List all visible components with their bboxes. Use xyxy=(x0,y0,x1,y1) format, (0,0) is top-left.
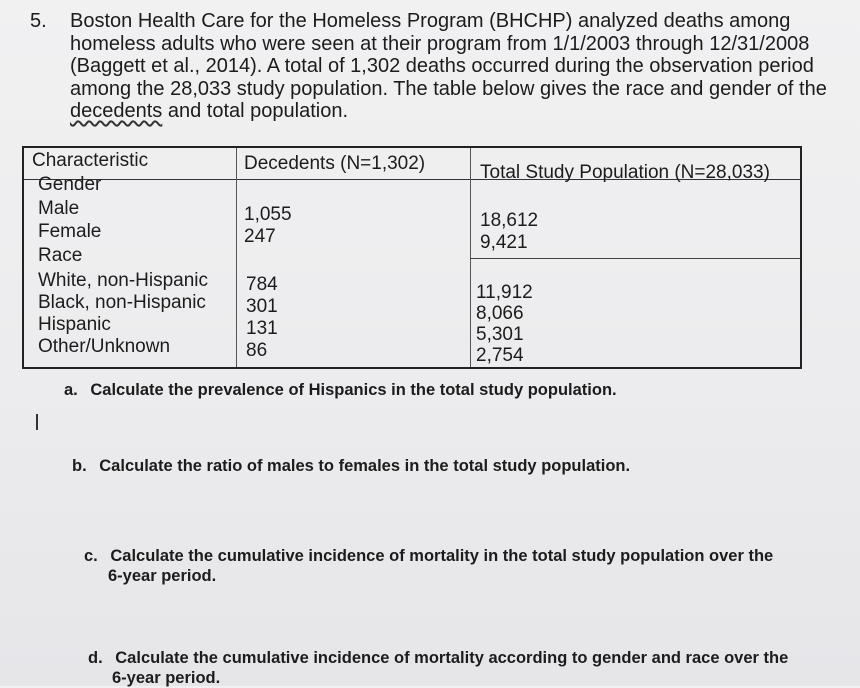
race-decedents-value: 301 xyxy=(246,296,278,317)
race-row-label: Black, non-Hispanic xyxy=(38,292,206,313)
race-total-value: 11,912 xyxy=(476,282,533,303)
subquestion-text: Calculate the ratio of males to females in the total study population. xyxy=(99,457,631,475)
subquestion-letter: a. xyxy=(64,381,78,399)
question-intro xyxy=(70,10,840,123)
subquestion-text: Calculate the cumulative incidence of mortality according to gender and race over the xyxy=(115,649,789,667)
intro-line: among the 28,033 study population. The table below gives the race and gender of the xyxy=(70,77,827,100)
subquestion-letter: d. xyxy=(88,649,103,667)
intro-line xyxy=(70,100,840,123)
subquestion-text-continued: 6-year period. xyxy=(108,567,217,585)
column-divider xyxy=(236,148,237,367)
intro-line: homeless adults who were seen at their program from 1/1/2003 through 12/31/2008 xyxy=(70,32,810,55)
race-total-value: 5,301 xyxy=(476,324,524,345)
race-row-label: Other/Unknown xyxy=(38,336,171,357)
intro-line: (Baggett et al., 2014). A total of 1,302 deaths occurred during the observation period xyxy=(70,55,814,77)
question-number: 5. xyxy=(30,10,47,32)
race-total-value: 2,754 xyxy=(476,345,524,366)
subquestion-c xyxy=(84,546,773,586)
race-decedents-value: 131 xyxy=(246,318,278,339)
race-decedents-value: 86 xyxy=(246,340,268,361)
subquestion-b xyxy=(72,456,630,476)
subquestion-d xyxy=(88,648,788,688)
subquestion-text-continued: 6-year period. xyxy=(112,669,221,687)
intro-line-rest: and total population. xyxy=(162,100,348,122)
race-row-label: White, non-Hispanic xyxy=(38,270,209,291)
spellcheck-underlined-word: decedents xyxy=(70,100,163,122)
race-total-value: 8,066 xyxy=(476,303,524,324)
total-column-divider xyxy=(470,258,800,259)
gender-total-value: 18,612 xyxy=(480,210,539,231)
intro-line: Boston Health Care for the Homeless Program (BHCHP) analyzed deaths among xyxy=(70,10,791,32)
subquestion-text: Calculate the cumulative incidence of mortality in the total study population over the xyxy=(110,547,774,565)
header-decedents: Decedents (N=1,302) xyxy=(244,153,426,174)
header-total: Total Study Population (N=28,033) xyxy=(480,162,770,183)
header-characteristic: Characteristic xyxy=(32,150,149,171)
subquestion-letter: b. xyxy=(72,457,87,475)
gender-row-label: Female xyxy=(38,221,102,242)
data-table xyxy=(22,146,802,369)
gender-total-value: 9,421 xyxy=(480,232,528,253)
race-label: Race xyxy=(38,245,83,266)
pen-mark xyxy=(36,414,38,430)
gender-decedents-value: 1,055 xyxy=(244,204,292,225)
race-row-label: Hispanic xyxy=(38,314,111,335)
gender-decedents-value: 247 xyxy=(244,226,276,247)
race-decedents-value: 784 xyxy=(246,274,278,295)
subquestion-text: Calculate the prevalence of Hispanics in the total study population. xyxy=(90,381,617,399)
subquestion-a xyxy=(64,380,617,400)
gender-row-label: Male xyxy=(38,198,80,219)
subquestion-letter: c. xyxy=(84,547,98,565)
gender-label: Gender xyxy=(38,174,102,195)
